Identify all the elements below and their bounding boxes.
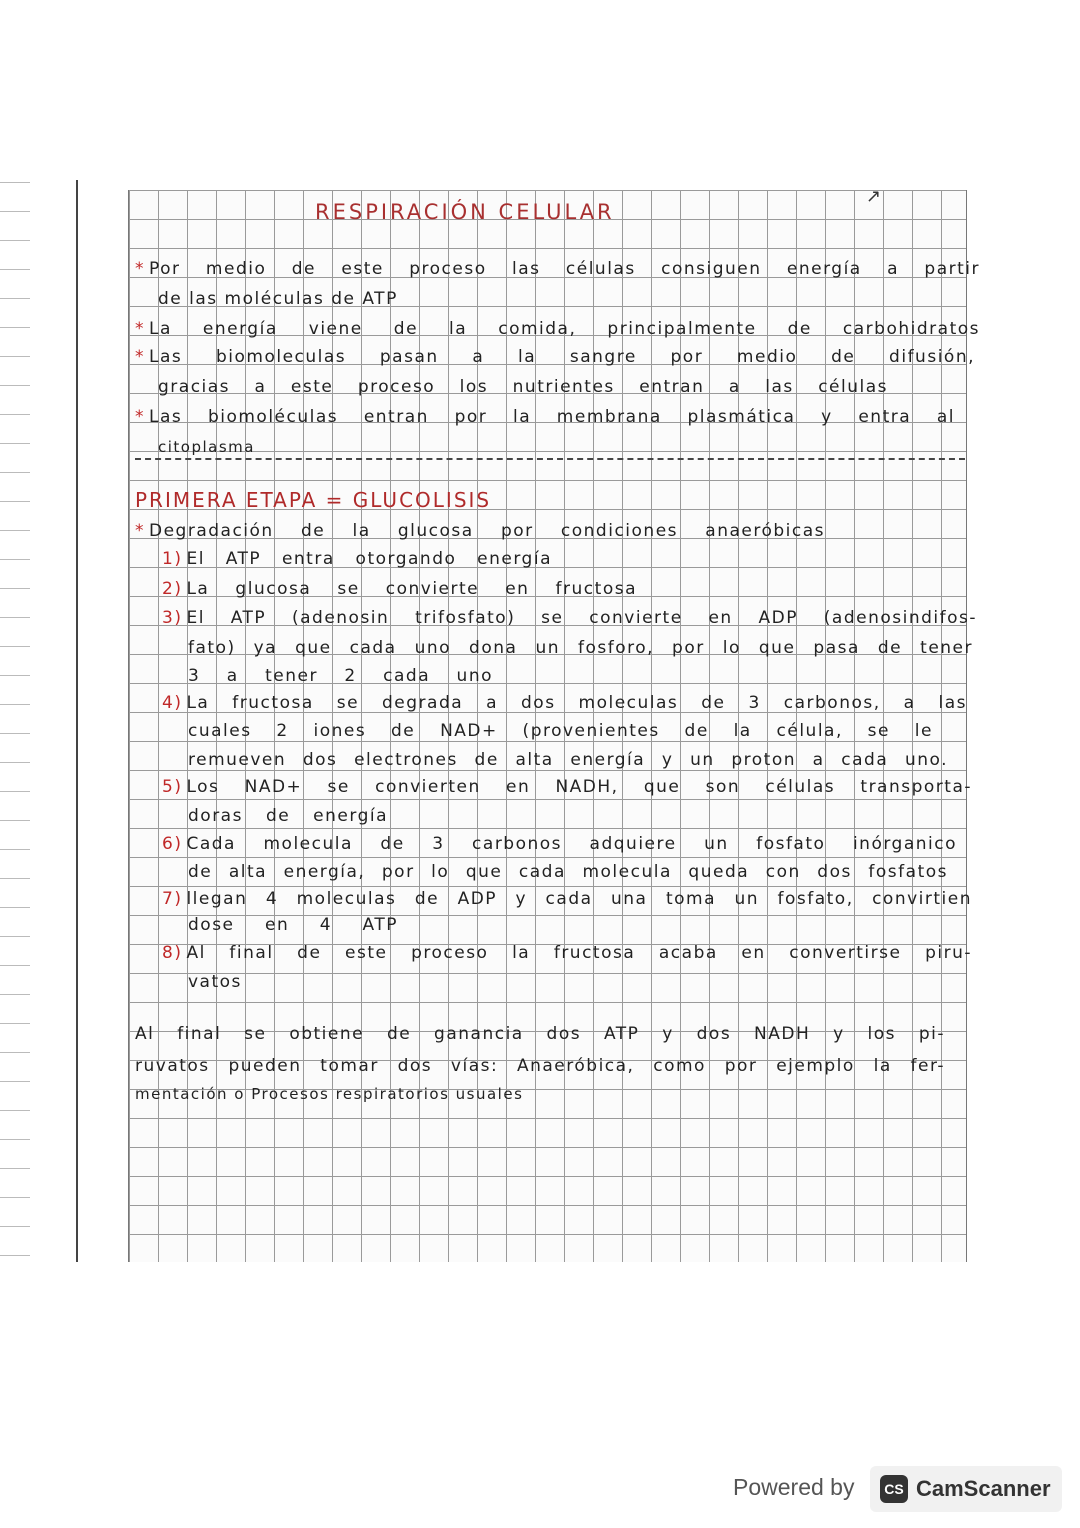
step-8: 8) Al final de este proceso la fructosa acaba en convertirse piru- [162, 943, 972, 963]
bullet-asterisk: * [135, 319, 145, 339]
step-4-cont: cuales 2 iones de NAD+ (provenientes de la célula, se le [188, 721, 933, 741]
step-2: 2) La glucosa se convierte en fructosa [162, 579, 637, 599]
camscanner-logo-icon: CS [880, 1475, 908, 1503]
intro-line: * Las biomoléculas entran por la membrana plasmática y entra al [135, 407, 955, 427]
bullet-asterisk: * [135, 521, 145, 541]
step-3-cont: fato) ya que cada uno dona un fosforo, por lo que pasa de tener [188, 638, 973, 658]
intro-line: * Las biomoleculas pasan a la sangre por medio de difusión, [135, 347, 975, 367]
step-3-cont: 3 a tener 2 cada uno [188, 666, 493, 686]
camscanner-badge [870, 1466, 1062, 1512]
bullet-asterisk: * [135, 347, 145, 367]
step-4-cont: remueven dos electrones de alta energía y un proton a cada uno. [188, 750, 948, 770]
bullet-asterisk: * [135, 259, 145, 279]
pen-mark: ↗ [866, 186, 882, 207]
powered-by-label: Powered by [733, 1474, 855, 1500]
conclusion-line: Al final se obtiene de ganancia dos ATP y dos NADH y los pi- [135, 1024, 945, 1044]
step-6: 6) Cada molecula de 3 carbonos adquiere un fosfato inórganico [162, 834, 957, 854]
step-7-cont: dose en 4 ATP [188, 915, 398, 935]
notebook-binding-line [76, 180, 78, 1262]
section-heading: PRIMERA ETAPA = GLUCOLISIS [135, 488, 492, 512]
notebook-edge [0, 182, 30, 1262]
conclusion-line: mentación o Procesos respiratorios usuales [135, 1085, 524, 1103]
intro-line: * La energía viene de la comida, principalmente de carbohidratos [135, 319, 980, 339]
intro-line: de las moléculas de ATP [158, 289, 398, 309]
step-1: 1) El ATP entra otorgando energía [162, 549, 552, 569]
step-5: 5) Los NAD+ se convierten en NADH, que son células transporta- [162, 777, 972, 797]
step-6-cont: de alta energía, por lo que cada molecula queda con dos fosfatos [188, 862, 948, 882]
intro-line: * Por medio de este proceso las células consiguen energía a partir [135, 259, 980, 279]
section-bullet: * Degradación de la glucosa por condiciones anaeróbicas [135, 521, 825, 541]
step-8-cont: vatos [188, 972, 242, 992]
camscanner-brand: CamScanner [916, 1476, 1051, 1501]
bullet-asterisk: * [135, 407, 145, 427]
intro-line: citoplasma [158, 438, 255, 456]
conclusion-line: ruvatos pueden tomar dos vías: Anaeróbica, como por ejemplo la fer- [135, 1056, 945, 1076]
intro-line: gracias a este proceso los nutrientes entran a las células [158, 377, 888, 397]
step-5-cont: doras de energía [188, 806, 388, 826]
step-7: 7) llegan 4 moleculas de ADP y cada una toma un fosfato, convirtien [162, 889, 972, 909]
step-3: 3) El ATP (adenosin trifosfato) se convierte en ADP (adenosindifos- [162, 608, 977, 628]
step-4: 4) La fructosa se degrada a dos moleculas de 3 carbonos, a las [162, 693, 967, 713]
dashed-divider [135, 458, 965, 460]
page-title: RESPIRACIÓN CELULAR [315, 200, 615, 224]
